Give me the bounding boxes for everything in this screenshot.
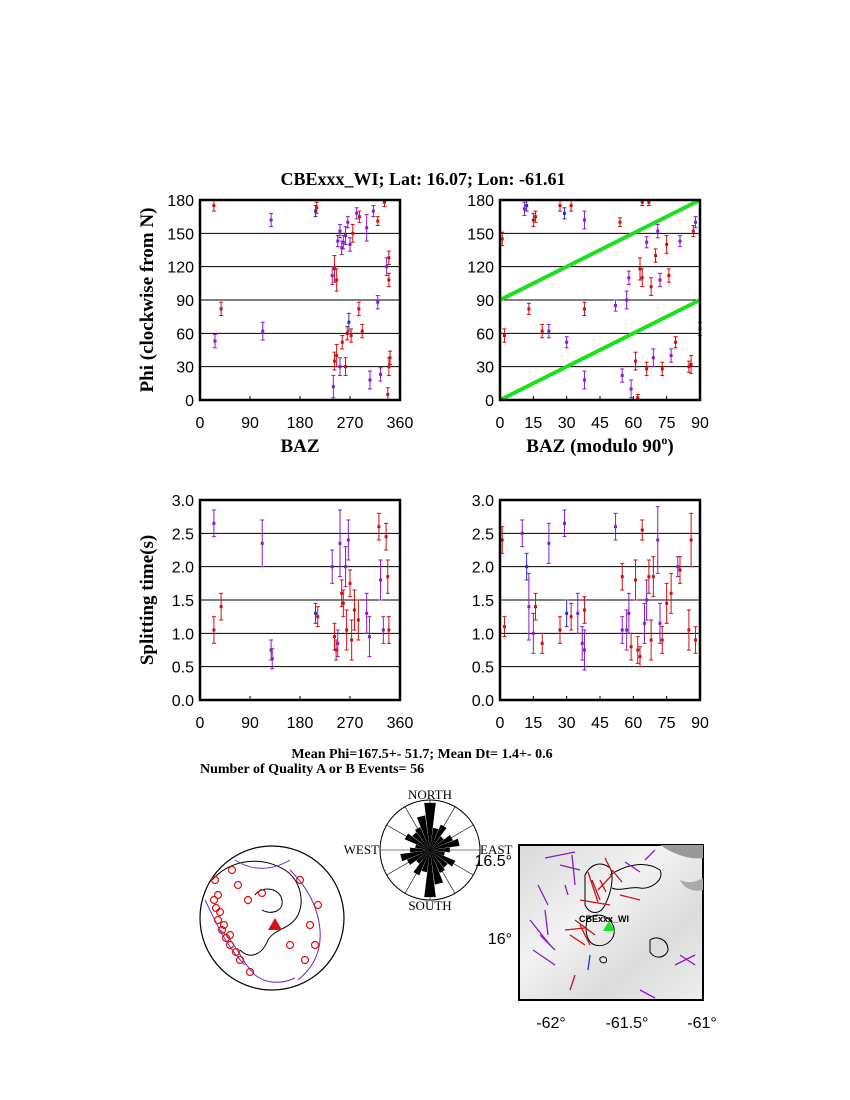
data-point	[365, 593, 369, 633]
data-point	[387, 617, 391, 644]
x-tick-label: 60	[624, 715, 643, 732]
phi-baz-mod90-panel	[467, 193, 709, 432]
data-point	[582, 302, 586, 315]
figure-title: CBExxx_WI; Lat: 16.07; Lon: -61.61	[280, 169, 566, 189]
data-point	[636, 637, 640, 664]
y-tick-label: 1.0	[471, 626, 494, 644]
x-tick-label: 45	[591, 415, 609, 432]
data-point	[348, 238, 352, 251]
data-point	[212, 510, 216, 537]
x-tick-label: 180	[286, 715, 314, 732]
baz-xlabel: BAZ	[280, 436, 320, 457]
data-point	[627, 593, 631, 633]
lat-label-16: 16°	[487, 931, 512, 948]
x-tick-label: 30	[557, 715, 576, 732]
data-point	[540, 324, 544, 337]
y-tick-label: 1.0	[171, 626, 194, 644]
data-point	[335, 269, 339, 291]
y-tick-label: 0	[485, 393, 494, 410]
y-tick-label: 3.0	[471, 493, 494, 510]
x-tick-label: 360	[386, 715, 414, 732]
data-point	[377, 513, 381, 540]
rose-west-label: WEST	[343, 842, 379, 857]
data-point	[344, 358, 348, 376]
data-point	[689, 513, 693, 566]
data-point	[565, 600, 569, 627]
y-tick-label: 90	[476, 293, 494, 310]
data-point	[678, 557, 682, 584]
data-point	[667, 269, 671, 282]
data-point	[676, 557, 680, 577]
mean-stats-text: Mean Phi=167.5+- 51.7; Mean Dt= 1.4+- 0.6	[291, 747, 553, 762]
x-tick-label: 60	[624, 415, 643, 432]
data-point	[336, 236, 340, 247]
data-point	[614, 300, 618, 311]
data-point	[620, 563, 624, 590]
data-point	[649, 278, 653, 296]
data-point	[582, 211, 586, 229]
globe-map	[200, 846, 344, 990]
data-point	[502, 329, 506, 342]
data-point	[386, 560, 390, 593]
data-point	[352, 590, 356, 630]
data-point	[367, 617, 371, 657]
data-point	[357, 302, 361, 315]
y-tick-label: 1.5	[171, 593, 194, 610]
data-point	[614, 513, 618, 540]
y-tick-label: 0	[185, 393, 194, 410]
x-tick-label: 15	[524, 715, 543, 732]
data-point	[691, 226, 695, 237]
y-tick-label: 1.5	[471, 593, 494, 610]
y-tick-label: 3.0	[171, 493, 194, 510]
x-tick-label: 45	[591, 715, 609, 732]
rose-diagram	[344, 787, 513, 913]
data-point	[260, 520, 264, 567]
data-point	[387, 251, 391, 264]
dt-baz-panel	[172, 493, 414, 732]
data-point	[689, 356, 693, 374]
data-point	[348, 570, 352, 597]
rose-east-label: EAST	[480, 842, 513, 857]
lon-label-61-5: -61.5°	[605, 1015, 649, 1032]
data-point	[618, 218, 622, 227]
dt-ylabel: Splitting time(s)	[137, 534, 158, 666]
y-tick-label: 0.0	[471, 693, 494, 710]
y-tick-label: 2.0	[471, 559, 494, 577]
phi-baz-panel	[167, 193, 413, 432]
y-tick-label: 90	[176, 293, 194, 310]
data-point	[558, 617, 562, 644]
data-point	[371, 206, 375, 217]
data-point	[386, 388, 390, 400]
regional-map	[474, 845, 716, 1032]
data-point	[565, 337, 569, 348]
rose-north-label: NORTH	[408, 787, 452, 802]
data-point	[654, 249, 658, 262]
data-point	[376, 217, 380, 226]
data-point	[344, 547, 348, 587]
data-point	[331, 376, 335, 398]
data-point	[576, 593, 580, 633]
data-point	[527, 303, 531, 314]
data-point	[384, 523, 388, 550]
data-point	[656, 507, 660, 574]
y-tick-label: 0.5	[171, 659, 194, 677]
data-point	[219, 302, 223, 315]
y-tick-label: 120	[467, 259, 494, 277]
data-point	[350, 620, 354, 660]
data-point	[634, 352, 638, 370]
phi-ylabel: Phi (clockwise from N)	[137, 207, 158, 393]
data-point	[645, 362, 649, 375]
data-point	[368, 371, 372, 389]
data-point	[640, 520, 644, 540]
data-point	[620, 369, 624, 382]
data-point	[629, 633, 633, 660]
data-point	[261, 322, 265, 340]
x-tick-label: 90	[241, 415, 259, 432]
y-tick-label: 180	[167, 193, 194, 210]
data-point	[213, 334, 217, 347]
data-point	[647, 560, 651, 593]
data-point	[694, 217, 698, 228]
x-tick-label: 15	[524, 415, 543, 432]
data-point	[642, 603, 646, 643]
data-point	[381, 617, 385, 644]
y-tick-label: 2.0	[171, 559, 194, 577]
y-tick-label: 60	[176, 326, 194, 344]
data-point	[540, 633, 544, 653]
y-tick-label: 150	[167, 226, 194, 244]
data-point	[379, 560, 383, 600]
y-tick-label: 0.5	[471, 659, 494, 677]
data-point	[351, 224, 355, 242]
station-label: CBExxx_WI	[579, 914, 630, 924]
y-tick-label: 120	[167, 259, 194, 277]
baz-mod90-xlabel: BAZ (modulo 90$^o$)	[526, 433, 674, 457]
data-point	[687, 610, 691, 650]
reference-line	[500, 200, 700, 300]
data-point	[694, 627, 698, 654]
data-point	[525, 553, 529, 580]
data-point	[520, 520, 524, 547]
y-tick-label: 30	[476, 359, 494, 377]
y-tick-label: 180	[467, 193, 494, 210]
x-tick-label: 30	[557, 415, 576, 432]
data-point	[562, 208, 566, 219]
data-point	[660, 362, 664, 375]
x-tick-label: 180	[286, 415, 314, 432]
data-point	[625, 610, 629, 650]
data-point	[669, 349, 673, 362]
data-point	[527, 573, 531, 640]
data-point	[340, 336, 344, 349]
data-point	[569, 603, 573, 630]
data-point	[558, 200, 562, 211]
data-point	[658, 603, 662, 643]
y-tick-label: 30	[176, 359, 194, 377]
data-point	[345, 610, 349, 650]
data-point	[580, 627, 584, 660]
x-tick-label: 0	[495, 415, 505, 432]
data-point	[687, 361, 691, 372]
y-tick-label: 2.5	[471, 526, 494, 544]
x-tick-label: 270	[336, 415, 364, 432]
rose-south-label: SOUTH	[408, 898, 452, 913]
data-point	[674, 337, 678, 348]
reference-line	[500, 300, 700, 400]
x-tick-label: 75	[657, 715, 676, 732]
data-point	[379, 368, 383, 381]
data-point	[582, 371, 586, 389]
event-count-text: Number of Quality A or B Events= 56	[200, 762, 425, 777]
x-tick-label: 360	[386, 415, 414, 432]
data-point	[356, 600, 360, 640]
data-point	[534, 593, 538, 620]
x-tick-label: 0	[195, 415, 205, 432]
data-point	[531, 613, 535, 653]
data-point	[656, 224, 660, 237]
x-tick-label: 0	[495, 715, 505, 732]
data-point	[582, 630, 586, 670]
y-tick-label: 60	[476, 326, 494, 344]
data-point	[376, 296, 380, 309]
data-point	[569, 200, 573, 211]
data-point	[269, 213, 273, 226]
x-tick-label: 270	[336, 715, 364, 732]
data-point	[665, 583, 669, 623]
y-tick-label: 0.0	[171, 693, 194, 710]
dt-baz-mod90-panel	[472, 493, 709, 732]
data-point	[645, 237, 649, 248]
data-point	[678, 236, 682, 247]
data-point	[640, 269, 644, 287]
y-tick-label: 150	[467, 226, 494, 244]
data-point	[660, 627, 664, 654]
x-tick-label: 90	[241, 715, 259, 732]
data-point	[547, 523, 551, 563]
lon-label-62: -62°	[536, 1015, 566, 1032]
data-point	[219, 593, 223, 620]
data-point	[649, 620, 653, 660]
x-tick-label: 90	[691, 715, 709, 732]
data-point	[212, 200, 216, 211]
data-point	[645, 580, 649, 620]
data-point	[338, 358, 342, 376]
data-point	[665, 236, 669, 254]
data-point	[547, 324, 551, 337]
data-point	[651, 557, 655, 597]
data-point	[629, 380, 633, 398]
data-point	[625, 291, 629, 309]
data-point	[669, 573, 673, 613]
data-point	[346, 520, 350, 560]
lat-label-16-5: 16.5°	[474, 853, 512, 870]
data-point	[212, 617, 216, 644]
data-point	[562, 510, 566, 537]
data-point	[360, 324, 364, 337]
data-point	[346, 217, 350, 228]
data-point	[627, 271, 631, 284]
lon-label-61: -61°	[687, 1015, 717, 1032]
data-point	[634, 560, 638, 600]
data-point	[365, 214, 369, 241]
x-tick-label: 0	[195, 715, 205, 732]
data-point	[651, 349, 655, 367]
y-tick-label: 2.5	[171, 526, 194, 544]
data-point	[658, 273, 662, 286]
x-tick-label: 75	[657, 415, 676, 432]
data-point	[582, 597, 586, 624]
data-point	[335, 344, 339, 366]
x-tick-label: 90	[691, 415, 709, 432]
data-point	[620, 617, 624, 644]
data-point	[330, 550, 334, 583]
